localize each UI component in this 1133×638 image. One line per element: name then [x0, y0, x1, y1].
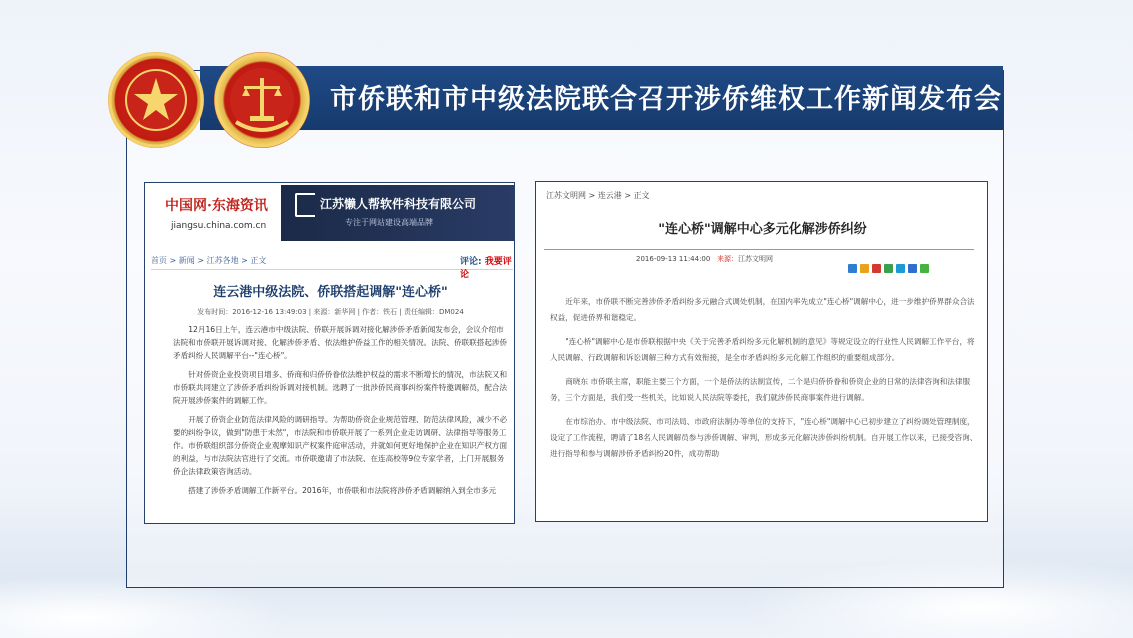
page-title: 市侨联和市中级法院联合召开涉侨维权工作新闻发布会 — [330, 84, 1002, 115]
share-icons — [848, 258, 932, 268]
comment-label: 评论: — [460, 257, 482, 267]
share-icon[interactable] — [848, 264, 857, 273]
article-paragraph: 12月16日上午，连云港市中级法院、侨联开展诉调对接化解涉侨矛盾新闻发布会，会议介绍市法院和市侨联开展诉调对接、化解涉侨矛盾、依法维护侨益工作的相关情况。法院、侨联联搭起涉侨矛盾纠纷人民调解平台--"连心桥"。 — [173, 325, 508, 360]
share-icon[interactable] — [860, 264, 869, 273]
article-body — [550, 294, 978, 470]
article-paragraph: 搭建了涉侨矛盾调解工作新平台。2016年，市侨联和市法院将涉侨矛盾调解纳入到全市多元 — [188, 486, 497, 495]
ad-subtitle: 专注于网站建设高端品牌 — [345, 218, 433, 227]
article-meta: 发布时间：2016-12-16 13:49:03 | 来源：新华网 | 作者：铁石 | 责任编辑：DM024 — [197, 308, 464, 316]
article-date: 2016-09-13 11:44:00 — [636, 255, 711, 263]
share-icon[interactable] — [896, 264, 905, 273]
site-logo-url: jiangsu.china.com.cn — [171, 221, 267, 231]
article-meta — [636, 254, 773, 264]
title-divider — [544, 249, 974, 250]
article-body — [173, 323, 508, 503]
share-icon[interactable] — [872, 264, 881, 273]
article-paragraph: 在市综治办、市中级法院、市司法局、市政府法制办等单位的支持下，"连心桥"调解中心已初步建立了纠纷调处管理制度，设定了工作流程，聘请了18名人民调解员参与涉侨调解、审判，形成多元化解决涉侨纠纷机制。自开展工作以来，已接受咨询、进行指导和参与调解涉侨矛盾纠纷20件，成功帮助 — [550, 417, 978, 458]
share-icon[interactable] — [884, 264, 893, 273]
share-icon[interactable] — [908, 264, 917, 273]
ad-banner[interactable] — [281, 185, 515, 241]
article-title: 连云港中级法院、侨联搭起调解"连心桥" — [213, 285, 448, 300]
article-paragraph: 针对侨资企业投资项目增多、侨商和归侨侨眷依法维护权益的需求不断增长的情况，市法院又和市侨联共同建立了涉侨矛盾纠纷诉调对接机制。选聘了一批涉侨民商事纠纷案件特邀调解员，配合法院开展涉侨案件的调解工作。 — [173, 370, 508, 405]
right-news-screenshot — [535, 181, 988, 522]
comment-link[interactable] — [460, 254, 514, 280]
overseas-chinese-federation-emblem — [108, 52, 204, 148]
breadcrumb[interactable]: 首页 > 新闻 > 江苏各地 > 正文 — [151, 256, 267, 265]
comment-action[interactable]: 我要评论 — [460, 257, 512, 280]
source-label: 来源： — [717, 255, 739, 263]
ad-title: 江苏懒人帮软件科技有限公司 — [320, 197, 477, 211]
breadcrumb[interactable]: 江苏文明网 > 连云港 > 正文 — [546, 191, 650, 200]
left-news-screenshot — [144, 182, 515, 524]
article-title: "连心桥"调解中心多元化解涉侨纠纷 — [658, 222, 867, 237]
article-paragraph: "连心桥"调解中心是市侨联根据中央《关于完善矛盾纠纷多元化解机制的意见》等规定设立的行业性人民调解工作平台，将人民调解、行政调解和诉讼调解三种方式有效衔接，是全市矛盾纠纷多元化解工作组织的重要组成部分。 — [550, 337, 975, 362]
court-emblem — [214, 52, 310, 148]
article-paragraph: 开展了侨资企业防范法律风险的调研指导。为帮助侨资企业规范管理、防范法律风险，减少不必要的纠纷争议，做到"防患于未然"，市法院和市侨联开展了一系列企业走访调研、法律指导等服务工作。市侨联组织部分侨资企业观摩知识产权案件庭审活动，并就如何更好地保护企业在知识产权方面的利益，与市法院法官进行了交流。市侨联邀请了市法院、在连高校等9位专家学者，上门开展服务侨企法律政策咨询活动。 — [173, 415, 508, 476]
ad-logo-icon — [295, 193, 315, 217]
article-paragraph: 近年来，市侨联不断完善涉侨矛盾纠纷多元融合式调处机制，在国内率先成立"连心桥"调解中心，进一步维护侨界群众合法权益，促进侨界和谐稳定。 — [550, 297, 975, 322]
source-name: 江苏文明网 — [738, 255, 774, 263]
site-logo-text: 中国网·东海资讯 — [165, 198, 268, 214]
share-icon[interactable] — [920, 264, 929, 273]
article-paragraph: 商晓东 市侨联主席，职能主要三个方面，一个是侨法的法制宣传，二个是归侨侨眷和侨资企业的日常的法律咨询和法律服务，三个方面是，我们受一些机关，比如说人民法院等委托，我们就涉侨民商事案件进行调解。 — [550, 377, 971, 402]
